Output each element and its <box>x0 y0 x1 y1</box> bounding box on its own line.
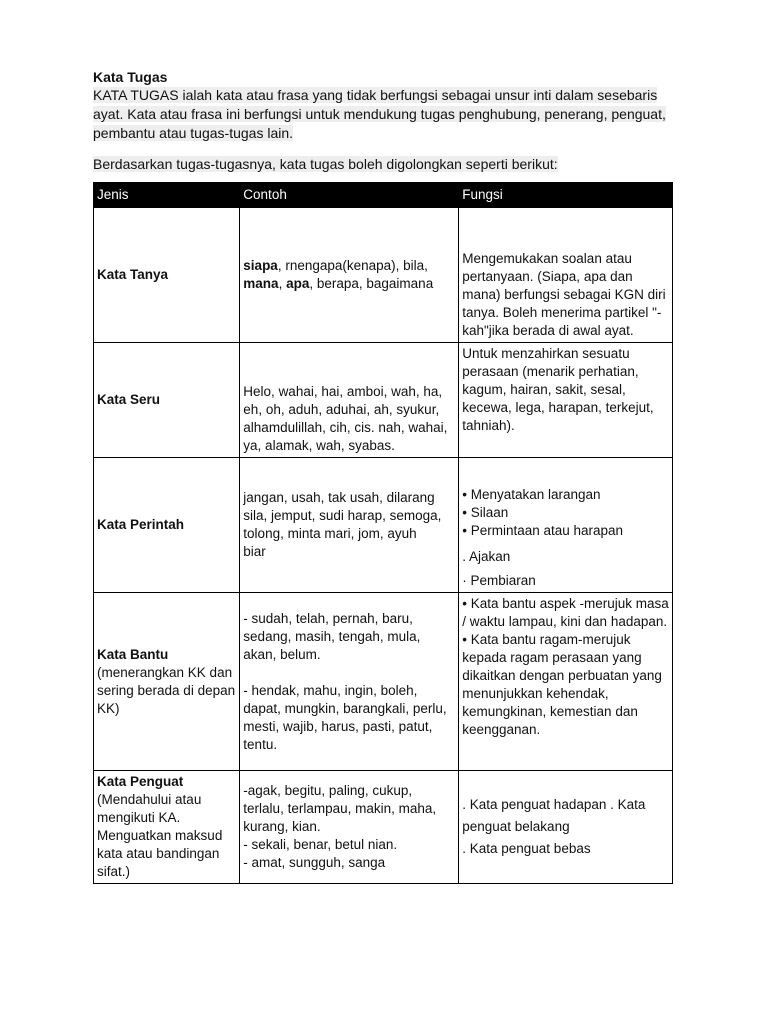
contoh-text: - sekali, benar, betul nian. <box>243 837 398 852</box>
cell-jenis <box>94 593 240 771</box>
cell-fungsi <box>459 208 673 343</box>
fungsi-text: • Kata bantu aspek -merujuk masa / waktu lampau, kini dan hadapan. <box>462 596 669 629</box>
contoh-text: jangan, usah, tak usah, dilarang sila, jemput, sudi harap, semoga, tolong, minta mari, jom, ayuh <box>243 490 442 541</box>
fungsi-text: • Kata bantu ragam-merujuk kepada ragam perasaan yang dikaitkan dengan perbuatan yang menunjukkan kehendak, kemungkinan, kemestian dan keengganan. <box>462 632 662 737</box>
intro-text: KATA TUGAS ialah kata atau frasa yang tidak berfungsi sebagai unsur inti dalam sesebaris ayat. Kata atau frasa ini berfungsi untuk mendukung tugas penghubung, penerang, penguat, pembantu atau tugas-tugas lain. <box>93 87 666 141</box>
cell-contoh <box>240 458 459 593</box>
cell-fungsi <box>459 771 673 884</box>
contoh-text: -agak, begitu, paling, cukup, terlalu, terlampau, makin, maha, kurang, kian. <box>243 783 437 834</box>
list-item: . Ajakan <box>462 549 511 564</box>
contoh-text: Helo, wahai, hai, amboi, wah, ha, eh, oh, aduh, aduhai, ah, syukur, alhamdulillah, cih, cis. nah, wahai, ya, alamak, wah, syabas. <box>243 384 448 453</box>
contoh-bold-mana: mana <box>243 276 279 291</box>
document-title: Kata Tugas <box>93 69 168 85</box>
jenis-name: Kata Perintah <box>97 517 185 532</box>
jenis-name: Kata Penguat <box>97 774 184 789</box>
jenis-name: Kata Bantu <box>97 646 169 662</box>
contoh-text: - hendak, mahu, ingin, boleh, dapat, mungkin, barangkali, perlu, mesti, wajib, harus, pasti, patut, tentu. <box>243 682 447 752</box>
contoh-bold-apa: apa <box>286 276 310 291</box>
fungsi-list-2 <box>462 548 669 590</box>
cell-jenis <box>94 343 240 458</box>
jenis-note: (Mendahului atau mengikuti KA. Menguatkan maksud kata atau bandingan sifat.) <box>97 792 223 879</box>
header-contoh: Contoh <box>240 183 459 208</box>
fungsi-text: Untuk menzahirkan sesuatu perasaan (menarik perhatian, kagum, hairan, sakit, sesal, kecewa, lega, harapan, terkejut, tahniah). <box>462 346 654 433</box>
list-item: • Silaan <box>462 505 509 520</box>
cell-jenis <box>94 458 240 593</box>
jenis-name: Kata Tanya <box>97 267 169 282</box>
fungsi-text: . Kata penguat bebas <box>462 841 591 856</box>
table-row <box>94 593 673 771</box>
cell-fungsi <box>459 343 673 458</box>
document-page <box>93 68 673 884</box>
fungsi-text: Mengemukakan soalan atau pertanyaan. (Siapa, apa dan mana) berfungsi sebagai KGN diri tanya. Boleh menerima partikel "-kah"jika berada di awal ayat. <box>462 251 666 338</box>
cell-fungsi <box>459 593 673 771</box>
kata-tugas-table <box>93 182 673 884</box>
contoh-text: , berapa, bagaimana <box>309 276 434 291</box>
lead-text: Berdasarkan tugas-tugasnya, kata tugas boleh digolongkan seperti berikut: <box>93 156 558 172</box>
cell-contoh <box>240 771 459 884</box>
table-header-row <box>94 183 673 208</box>
contoh-bold-siapa: siapa <box>243 258 278 273</box>
jenis-name: Kata Seru <box>97 392 161 407</box>
contoh-text: , <box>278 276 287 291</box>
table-row <box>94 343 673 458</box>
list-item: • Menyatakan larangan <box>462 487 601 502</box>
fungsi-list <box>462 486 669 540</box>
header-fungsi: Fungsi <box>459 183 673 208</box>
jenis-note: (menerangkan KK dan sering berada di depan KK) <box>97 664 236 716</box>
fungsi-text: . Kata penguat hadapan . Kata penguat belakang <box>462 797 646 834</box>
cell-jenis <box>94 771 240 884</box>
cell-jenis <box>94 208 240 343</box>
contoh-text: , rnengapa(kenapa), bila, <box>277 258 428 273</box>
lead-sentence <box>93 155 673 174</box>
header-jenis: Jenis <box>94 183 240 208</box>
table-row <box>94 458 673 593</box>
intro-paragraph <box>93 86 673 143</box>
cell-fungsi <box>459 458 673 593</box>
cell-contoh <box>240 593 459 771</box>
cell-contoh <box>240 208 459 343</box>
contoh-text: - amat, sungguh, sanga <box>243 855 386 870</box>
cell-contoh <box>240 343 459 458</box>
list-item: • Permintaan atau harapan <box>462 523 624 538</box>
contoh-text: - sudah, telah, pernah, baru, sedang, masih, tengah, mula, akan, belum. <box>243 610 421 662</box>
table-row <box>94 208 673 343</box>
list-item: · Pembiaran <box>462 573 536 588</box>
contoh-text-extra: biar <box>243 544 266 559</box>
table-row <box>94 771 673 884</box>
